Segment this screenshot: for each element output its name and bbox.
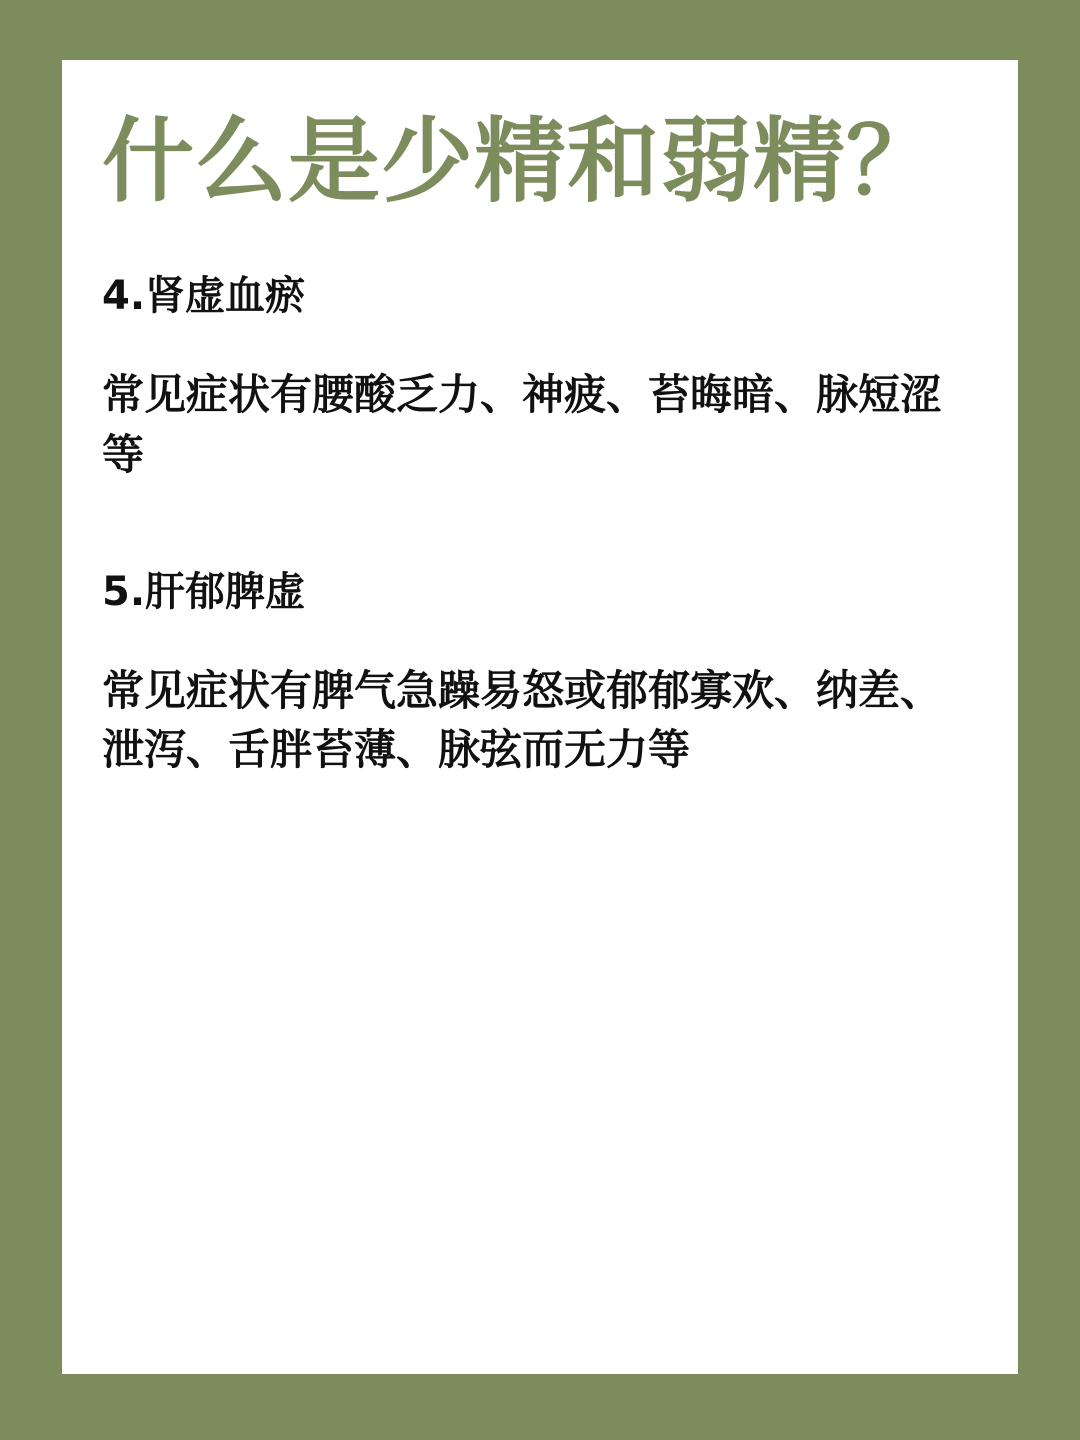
poster-card bbox=[62, 60, 1018, 1374]
page-title: 什么是少精和弱精？ bbox=[102, 108, 940, 215]
section-body: 常见症状有脾气急躁易怒或郁郁寡欢、纳差、泄泻、舌胖苔薄、脉弦而无力等 bbox=[102, 665, 943, 775]
section-heading: 4.肾虚血瘀 bbox=[102, 273, 306, 320]
section-item bbox=[102, 565, 978, 780]
section-body: 常见症状有腰酸乏力、神疲、苔晦暗、脉短涩等 bbox=[102, 370, 943, 479]
section-item bbox=[102, 269, 978, 484]
section-heading: 5.肝郁脾虚 bbox=[102, 568, 306, 615]
section-spacer bbox=[102, 531, 978, 565]
